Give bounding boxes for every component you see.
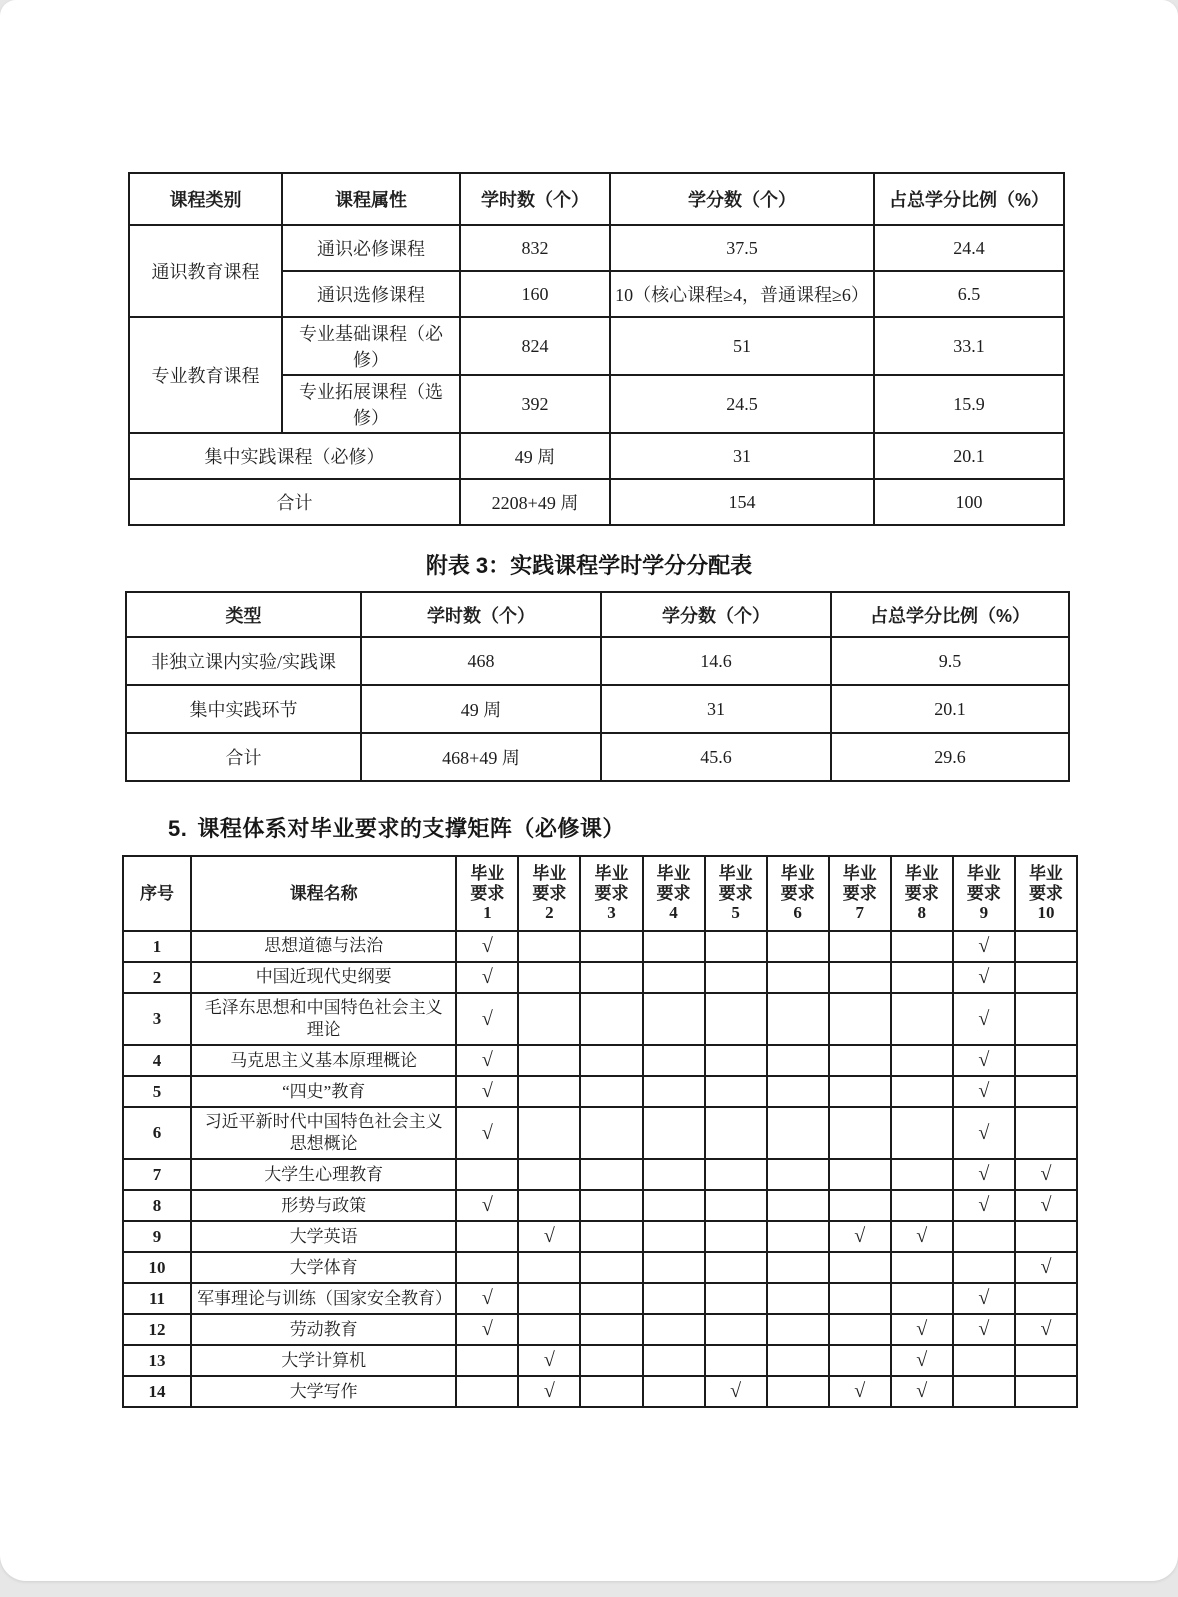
empty-check-cell xyxy=(1015,1107,1077,1159)
empty-check-cell xyxy=(580,993,642,1045)
checkmark-cell: √ xyxy=(953,993,1015,1045)
column-header: 学时数（个） xyxy=(460,173,610,225)
empty-check-cell xyxy=(456,1376,518,1407)
course-name-cell: 形势与政策 xyxy=(191,1190,456,1221)
course-name-cell: 军事理论与训练（国家安全教育） xyxy=(191,1283,456,1314)
checkmark-cell: √ xyxy=(891,1345,953,1376)
empty-check-cell xyxy=(705,1107,767,1159)
empty-check-cell xyxy=(829,1045,891,1076)
course-name-cell: 大学写作 xyxy=(191,1376,456,1407)
empty-check-cell xyxy=(891,1045,953,1076)
empty-check-cell xyxy=(767,1252,829,1283)
req-header-number: 7 xyxy=(855,903,864,923)
table-cell: 合计 xyxy=(126,733,361,781)
req-column-header xyxy=(1015,856,1077,931)
row-number-cell: 13 xyxy=(123,1345,191,1376)
empty-check-cell xyxy=(891,931,953,962)
table-cell: 通识必修课程 xyxy=(282,225,460,271)
checkmark-cell: √ xyxy=(953,1283,1015,1314)
empty-check-cell xyxy=(643,1190,705,1221)
empty-check-cell xyxy=(705,1045,767,1076)
req-header-word: 要求 xyxy=(470,883,505,903)
req-header-number: 6 xyxy=(793,903,802,923)
table-cell: 468+49 周 xyxy=(361,733,601,781)
row-number-cell: 6 xyxy=(123,1107,191,1159)
row-number-cell: 9 xyxy=(123,1221,191,1252)
empty-check-cell xyxy=(1015,1345,1077,1376)
req-header-number: 8 xyxy=(917,903,927,923)
appendix-table3-title: 附表 3：实践课程学时学分分配表 xyxy=(425,553,753,578)
req-column-header xyxy=(456,856,518,931)
practice-allocation-table xyxy=(125,591,1070,782)
req-header-word: 要求 xyxy=(842,883,877,903)
req-column-header xyxy=(891,856,953,931)
checkmark-cell: √ xyxy=(953,1159,1015,1190)
table-row xyxy=(126,637,1069,685)
table-cell: 45.6 xyxy=(601,733,831,781)
empty-check-cell xyxy=(518,1159,580,1190)
row-number-cell: 8 xyxy=(123,1190,191,1221)
matrix-row xyxy=(123,1376,1077,1407)
checkmark-cell: √ xyxy=(829,1221,891,1252)
req-header-word: 毕业 xyxy=(718,864,753,884)
checkmark-cell: √ xyxy=(456,1076,518,1107)
empty-check-cell xyxy=(643,1221,705,1252)
empty-check-cell xyxy=(705,1283,767,1314)
table-cell: 824 xyxy=(460,317,610,375)
column-header: 课程属性 xyxy=(282,173,460,225)
column-header: 学分数（个） xyxy=(610,173,874,225)
section5-heading xyxy=(168,812,625,843)
empty-check-cell xyxy=(580,962,642,993)
empty-check-cell xyxy=(643,1159,705,1190)
table-cell: 20.1 xyxy=(831,685,1069,733)
table-cell: 专业教育课程 xyxy=(129,317,282,433)
row-number-cell: 5 xyxy=(123,1076,191,1107)
checkmark-cell: √ xyxy=(953,931,1015,962)
empty-check-cell xyxy=(643,1345,705,1376)
empty-check-cell xyxy=(767,962,829,993)
checkmark-cell: √ xyxy=(456,1314,518,1345)
req-header-word: 毕业 xyxy=(532,864,567,884)
course-name-cell: 思想道德与法治 xyxy=(191,931,456,962)
empty-check-cell xyxy=(705,1076,767,1107)
req-header-word: 毕业 xyxy=(780,864,815,884)
matrix-row xyxy=(123,1190,1077,1221)
empty-check-cell xyxy=(705,1314,767,1345)
empty-check-cell xyxy=(643,1376,705,1407)
support-matrix-table xyxy=(122,855,1078,1408)
empty-check-cell xyxy=(767,1190,829,1221)
checkmark-cell: √ xyxy=(518,1345,580,1376)
checkmark-cell: √ xyxy=(456,931,518,962)
empty-check-cell xyxy=(829,1076,891,1107)
column-header: 学时数（个） xyxy=(361,592,601,637)
table-cell: 51 xyxy=(610,317,874,375)
matrix-row xyxy=(123,993,1077,1045)
empty-check-cell xyxy=(891,1076,953,1107)
section5-number: 5. xyxy=(168,816,188,841)
checkmark-cell: √ xyxy=(953,1076,1015,1107)
empty-check-cell xyxy=(767,1045,829,1076)
checkmark-cell: √ xyxy=(456,1283,518,1314)
empty-check-cell xyxy=(705,931,767,962)
req-column-header xyxy=(518,856,580,931)
req-header-number: 3 xyxy=(607,903,616,923)
table-cell: 10（核心课程≥4，普通课程≥6） xyxy=(610,271,874,317)
empty-check-cell xyxy=(891,1283,953,1314)
table-cell: 49 周 xyxy=(361,685,601,733)
empty-check-cell xyxy=(518,1252,580,1283)
checkmark-cell: √ xyxy=(891,1376,953,1407)
table-cell: 392 xyxy=(460,375,610,433)
empty-check-cell xyxy=(643,1076,705,1107)
table-row xyxy=(129,225,1064,271)
table-cell: 31 xyxy=(610,433,874,479)
checkmark-cell: √ xyxy=(518,1221,580,1252)
empty-check-cell xyxy=(1015,1045,1077,1076)
req-header-word: 要求 xyxy=(780,883,815,903)
table-cell: 832 xyxy=(460,225,610,271)
empty-check-cell xyxy=(705,1345,767,1376)
empty-check-cell xyxy=(580,931,642,962)
table-cell: 通识教育课程 xyxy=(129,225,282,317)
course-name-cell: 大学英语 xyxy=(191,1221,456,1252)
empty-check-cell xyxy=(705,993,767,1045)
matrix-row xyxy=(123,1345,1077,1376)
course-name-cell: 中国近现代史纲要 xyxy=(191,962,456,993)
checkmark-cell: √ xyxy=(891,1314,953,1345)
empty-check-cell xyxy=(829,1252,891,1283)
empty-check-cell xyxy=(891,1190,953,1221)
course-name-cell: 马克思主义基本原理概论 xyxy=(191,1045,456,1076)
empty-check-cell xyxy=(580,1345,642,1376)
empty-check-cell xyxy=(767,1076,829,1107)
req-header-word: 要求 xyxy=(532,883,567,903)
column-header: 序号 xyxy=(123,856,191,931)
credit-structure-table xyxy=(128,172,1065,526)
matrix-row xyxy=(123,1252,1077,1283)
empty-check-cell xyxy=(518,1076,580,1107)
empty-check-cell xyxy=(580,1283,642,1314)
checkmark-cell: √ xyxy=(1015,1314,1077,1345)
empty-check-cell xyxy=(580,1376,642,1407)
empty-check-cell xyxy=(1015,931,1077,962)
empty-check-cell xyxy=(953,1221,1015,1252)
table-cell: 33.1 xyxy=(874,317,1064,375)
empty-check-cell xyxy=(767,993,829,1045)
empty-check-cell xyxy=(518,1190,580,1221)
table-cell: 6.5 xyxy=(874,271,1064,317)
empty-check-cell xyxy=(829,1190,891,1221)
checkmark-cell: √ xyxy=(953,1045,1015,1076)
empty-check-cell xyxy=(705,1190,767,1221)
checkmark-cell: √ xyxy=(518,1376,580,1407)
matrix-row xyxy=(123,962,1077,993)
empty-check-cell xyxy=(829,962,891,993)
req-header-word: 要求 xyxy=(594,883,629,903)
empty-check-cell xyxy=(891,1252,953,1283)
course-name-cell: 劳动教育 xyxy=(191,1314,456,1345)
table-cell: 14.6 xyxy=(601,637,831,685)
checkmark-cell: √ xyxy=(456,1045,518,1076)
empty-check-cell xyxy=(580,1314,642,1345)
empty-check-cell xyxy=(518,993,580,1045)
empty-check-cell xyxy=(767,1221,829,1252)
column-header: 占总学分比例（%） xyxy=(831,592,1069,637)
table-cell: 通识选修课程 xyxy=(282,271,460,317)
empty-check-cell xyxy=(643,1314,705,1345)
req-header-word: 毕业 xyxy=(904,864,939,884)
empty-check-cell xyxy=(705,1252,767,1283)
req-header-number: 10 xyxy=(1037,903,1055,923)
matrix-row xyxy=(123,1159,1077,1190)
req-header-word: 毕业 xyxy=(1028,864,1063,884)
empty-check-cell xyxy=(1015,1376,1077,1407)
row-number-cell: 10 xyxy=(123,1252,191,1283)
support-matrix-table-header xyxy=(123,856,1077,931)
table-row xyxy=(129,433,1064,479)
checkmark-cell: √ xyxy=(1015,1190,1077,1221)
empty-check-cell xyxy=(829,1314,891,1345)
req-header-number: 4 xyxy=(669,903,678,923)
checkmark-cell: √ xyxy=(456,1190,518,1221)
empty-check-cell xyxy=(643,1045,705,1076)
req-header-word: 毕业 xyxy=(842,864,877,884)
row-number-cell: 11 xyxy=(123,1283,191,1314)
table-cell: 专业拓展课程（选修） xyxy=(282,375,460,433)
checkmark-cell: √ xyxy=(456,1107,518,1159)
table-cell: 15.9 xyxy=(874,375,1064,433)
empty-check-cell xyxy=(705,962,767,993)
empty-check-cell xyxy=(891,993,953,1045)
matrix-row xyxy=(123,1221,1077,1252)
empty-check-cell xyxy=(643,993,705,1045)
course-name-cell: 大学计算机 xyxy=(191,1345,456,1376)
empty-check-cell xyxy=(518,1283,580,1314)
empty-check-cell xyxy=(643,1107,705,1159)
empty-check-cell xyxy=(829,931,891,962)
empty-check-cell xyxy=(1015,1221,1077,1252)
empty-check-cell xyxy=(456,1252,518,1283)
table-cell: 集中实践课程（必修） xyxy=(129,433,460,479)
req-column-header xyxy=(953,856,1015,931)
req-header-number: 9 xyxy=(979,903,989,923)
table-row xyxy=(126,733,1069,781)
empty-check-cell xyxy=(580,1252,642,1283)
table-cell: 24.5 xyxy=(610,375,874,433)
req-header-word: 要求 xyxy=(718,883,753,903)
row-number-cell: 1 xyxy=(123,931,191,962)
empty-check-cell xyxy=(580,1159,642,1190)
req-column-header xyxy=(580,856,642,931)
checkmark-cell: √ xyxy=(1015,1159,1077,1190)
table-row xyxy=(126,685,1069,733)
req-column-header xyxy=(829,856,891,931)
matrix-row xyxy=(123,1283,1077,1314)
empty-check-cell xyxy=(829,1345,891,1376)
column-header: 占总学分比例（%） xyxy=(874,173,1064,225)
table-cell: 专业基础课程（必修） xyxy=(282,317,460,375)
course-name-cell: 习近平新时代中国特色社会主义思想概论 xyxy=(191,1107,456,1159)
empty-check-cell xyxy=(829,1107,891,1159)
course-name-cell: 大学体育 xyxy=(191,1252,456,1283)
column-header: 课程名称 xyxy=(191,856,456,931)
req-header-word: 毕业 xyxy=(656,864,691,884)
row-number-cell: 2 xyxy=(123,962,191,993)
empty-check-cell xyxy=(580,1076,642,1107)
empty-check-cell xyxy=(1015,993,1077,1045)
empty-check-cell xyxy=(580,1221,642,1252)
req-header-word: 毕业 xyxy=(966,864,1001,884)
checkmark-cell: √ xyxy=(705,1376,767,1407)
column-header: 课程类别 xyxy=(129,173,282,225)
table-cell: 20.1 xyxy=(874,433,1064,479)
table-cell: 468 xyxy=(361,637,601,685)
empty-check-cell xyxy=(456,1221,518,1252)
empty-check-cell xyxy=(953,1376,1015,1407)
empty-check-cell xyxy=(643,931,705,962)
table-cell: 29.6 xyxy=(831,733,1069,781)
checkmark-cell: √ xyxy=(829,1376,891,1407)
row-number-cell: 7 xyxy=(123,1159,191,1190)
empty-check-cell xyxy=(518,962,580,993)
empty-check-cell xyxy=(456,1159,518,1190)
empty-check-cell xyxy=(891,1107,953,1159)
empty-check-cell xyxy=(1015,962,1077,993)
table-row xyxy=(129,479,1064,525)
column-header: 学分数（个） xyxy=(601,592,831,637)
req-header-word: 要求 xyxy=(966,883,1001,903)
empty-check-cell xyxy=(1015,1283,1077,1314)
empty-check-cell xyxy=(767,931,829,962)
row-number-cell: 12 xyxy=(123,1314,191,1345)
empty-check-cell xyxy=(953,1252,1015,1283)
empty-check-cell xyxy=(767,1314,829,1345)
practice-allocation-table-header xyxy=(126,592,1069,637)
empty-check-cell xyxy=(829,1159,891,1190)
checkmark-cell: √ xyxy=(953,1107,1015,1159)
checkmark-cell: √ xyxy=(456,962,518,993)
empty-check-cell xyxy=(518,931,580,962)
req-header-word: 要求 xyxy=(1028,883,1063,903)
empty-check-cell xyxy=(705,1159,767,1190)
section5-title: 课程体系对毕业要求的支撑矩阵（必修课） xyxy=(197,816,625,841)
checkmark-cell: √ xyxy=(891,1221,953,1252)
empty-check-cell xyxy=(891,1159,953,1190)
empty-check-cell xyxy=(767,1376,829,1407)
empty-check-cell xyxy=(953,1345,1015,1376)
req-header-word: 毕业 xyxy=(470,864,505,884)
empty-check-cell xyxy=(767,1107,829,1159)
table-cell: 集中实践环节 xyxy=(126,685,361,733)
row-number-cell: 4 xyxy=(123,1045,191,1076)
matrix-row xyxy=(123,1107,1077,1159)
req-header-word: 要求 xyxy=(904,883,939,903)
matrix-row xyxy=(123,1076,1077,1107)
req-header-word: 要求 xyxy=(656,883,691,903)
course-name-cell: “四史”教育 xyxy=(191,1076,456,1107)
empty-check-cell xyxy=(580,1190,642,1221)
table-cell: 合计 xyxy=(129,479,460,525)
matrix-row xyxy=(123,931,1077,962)
table-cell: 31 xyxy=(601,685,831,733)
empty-check-cell xyxy=(1015,1076,1077,1107)
table-cell: 2208+49 周 xyxy=(460,479,610,525)
req-header-number: 5 xyxy=(731,903,740,923)
req-header-number: 2 xyxy=(545,903,554,923)
empty-check-cell xyxy=(643,962,705,993)
table-cell: 非独立课内实验/实践课 xyxy=(126,637,361,685)
course-name-cell: 大学生心理教育 xyxy=(191,1159,456,1190)
empty-check-cell xyxy=(767,1345,829,1376)
checkmark-cell: √ xyxy=(953,962,1015,993)
empty-check-cell xyxy=(891,962,953,993)
table-cell: 49 周 xyxy=(460,433,610,479)
checkmark-cell: √ xyxy=(456,993,518,1045)
row-number-cell: 14 xyxy=(123,1376,191,1407)
course-name-cell: 毛泽东思想和中国特色社会主义理论 xyxy=(191,993,456,1045)
row-number-cell: 3 xyxy=(123,993,191,1045)
table-cell: 37.5 xyxy=(610,225,874,271)
empty-check-cell xyxy=(829,993,891,1045)
empty-check-cell xyxy=(643,1252,705,1283)
matrix-row xyxy=(123,1045,1077,1076)
empty-check-cell xyxy=(518,1107,580,1159)
table-cell: 100 xyxy=(874,479,1064,525)
empty-check-cell xyxy=(643,1283,705,1314)
checkmark-cell: √ xyxy=(953,1190,1015,1221)
table-cell: 160 xyxy=(460,271,610,317)
req-header-number: 1 xyxy=(483,903,492,923)
checkmark-cell: √ xyxy=(953,1314,1015,1345)
empty-check-cell xyxy=(456,1345,518,1376)
empty-check-cell xyxy=(518,1045,580,1076)
matrix-row xyxy=(123,1314,1077,1345)
table-cell: 9.5 xyxy=(831,637,1069,685)
column-header: 类型 xyxy=(126,592,361,637)
empty-check-cell xyxy=(767,1159,829,1190)
table-cell: 24.4 xyxy=(874,225,1064,271)
table-cell: 154 xyxy=(610,479,874,525)
empty-check-cell xyxy=(580,1045,642,1076)
req-header-word: 毕业 xyxy=(594,864,629,884)
empty-check-cell xyxy=(518,1314,580,1345)
empty-check-cell xyxy=(580,1107,642,1159)
req-column-header xyxy=(705,856,767,931)
empty-check-cell xyxy=(829,1283,891,1314)
empty-check-cell xyxy=(705,1221,767,1252)
checkmark-cell: √ xyxy=(1015,1252,1077,1283)
credit-structure-table-header xyxy=(129,173,1064,225)
req-column-header xyxy=(767,856,829,931)
empty-check-cell xyxy=(767,1283,829,1314)
table-row xyxy=(129,317,1064,375)
req-column-header xyxy=(643,856,705,931)
